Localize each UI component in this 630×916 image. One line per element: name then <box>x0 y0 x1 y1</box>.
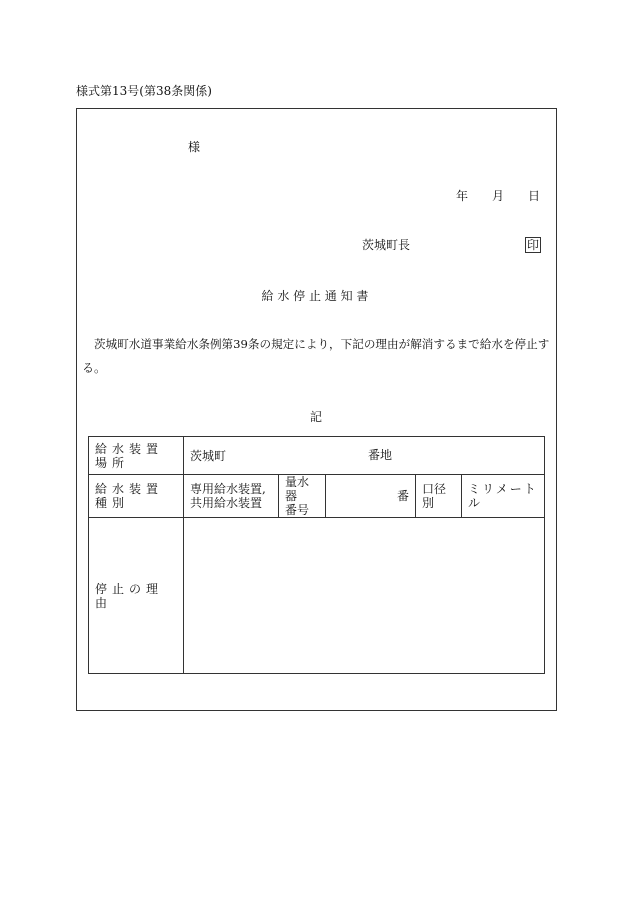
type-label: 給水装置種別 <box>89 475 184 518</box>
form-number: 様式第13号(第38条関係) <box>76 84 212 98</box>
date-year: 年 <box>456 189 469 203</box>
body-text-line2: る。 <box>82 361 107 375</box>
seal-mark: 印 <box>527 238 540 252</box>
details-table <box>88 436 545 674</box>
ki-heading: 記 <box>310 410 323 424</box>
reason-label: 停止の理由 <box>89 518 184 674</box>
reason-cell <box>184 518 545 674</box>
location-label: 給水装置場所 <box>89 437 184 475</box>
meter-number: 番 <box>326 475 416 518</box>
date-day: 日 <box>528 189 541 203</box>
addressee-suffix: 様 <box>188 140 201 154</box>
diameter-label: 口径別 <box>416 475 462 518</box>
meter-label <box>279 475 326 518</box>
location-cell <box>184 437 545 475</box>
location-town: 茨城町 <box>190 448 227 463</box>
type-value-1: 専用給水装置, <box>190 482 266 496</box>
date-month: 月 <box>492 189 505 203</box>
location-banchi: 番地 <box>368 448 393 462</box>
meter-label-1: 量水器 <box>285 475 310 503</box>
issuer: 茨城町長 <box>362 238 411 252</box>
document-title: 給 水 停 止 通 知 書 <box>261 289 369 303</box>
diameter-unit: ミリメートル <box>462 475 545 518</box>
meter-label-2: 番号 <box>285 503 310 517</box>
body-text-line1: 茨城町水道事業給水条例第39条の規定により，下記の理由が解消するまで給水を停止す <box>94 337 550 351</box>
type-value-2: 共用給水装置 <box>190 496 263 510</box>
type-value <box>184 475 279 518</box>
